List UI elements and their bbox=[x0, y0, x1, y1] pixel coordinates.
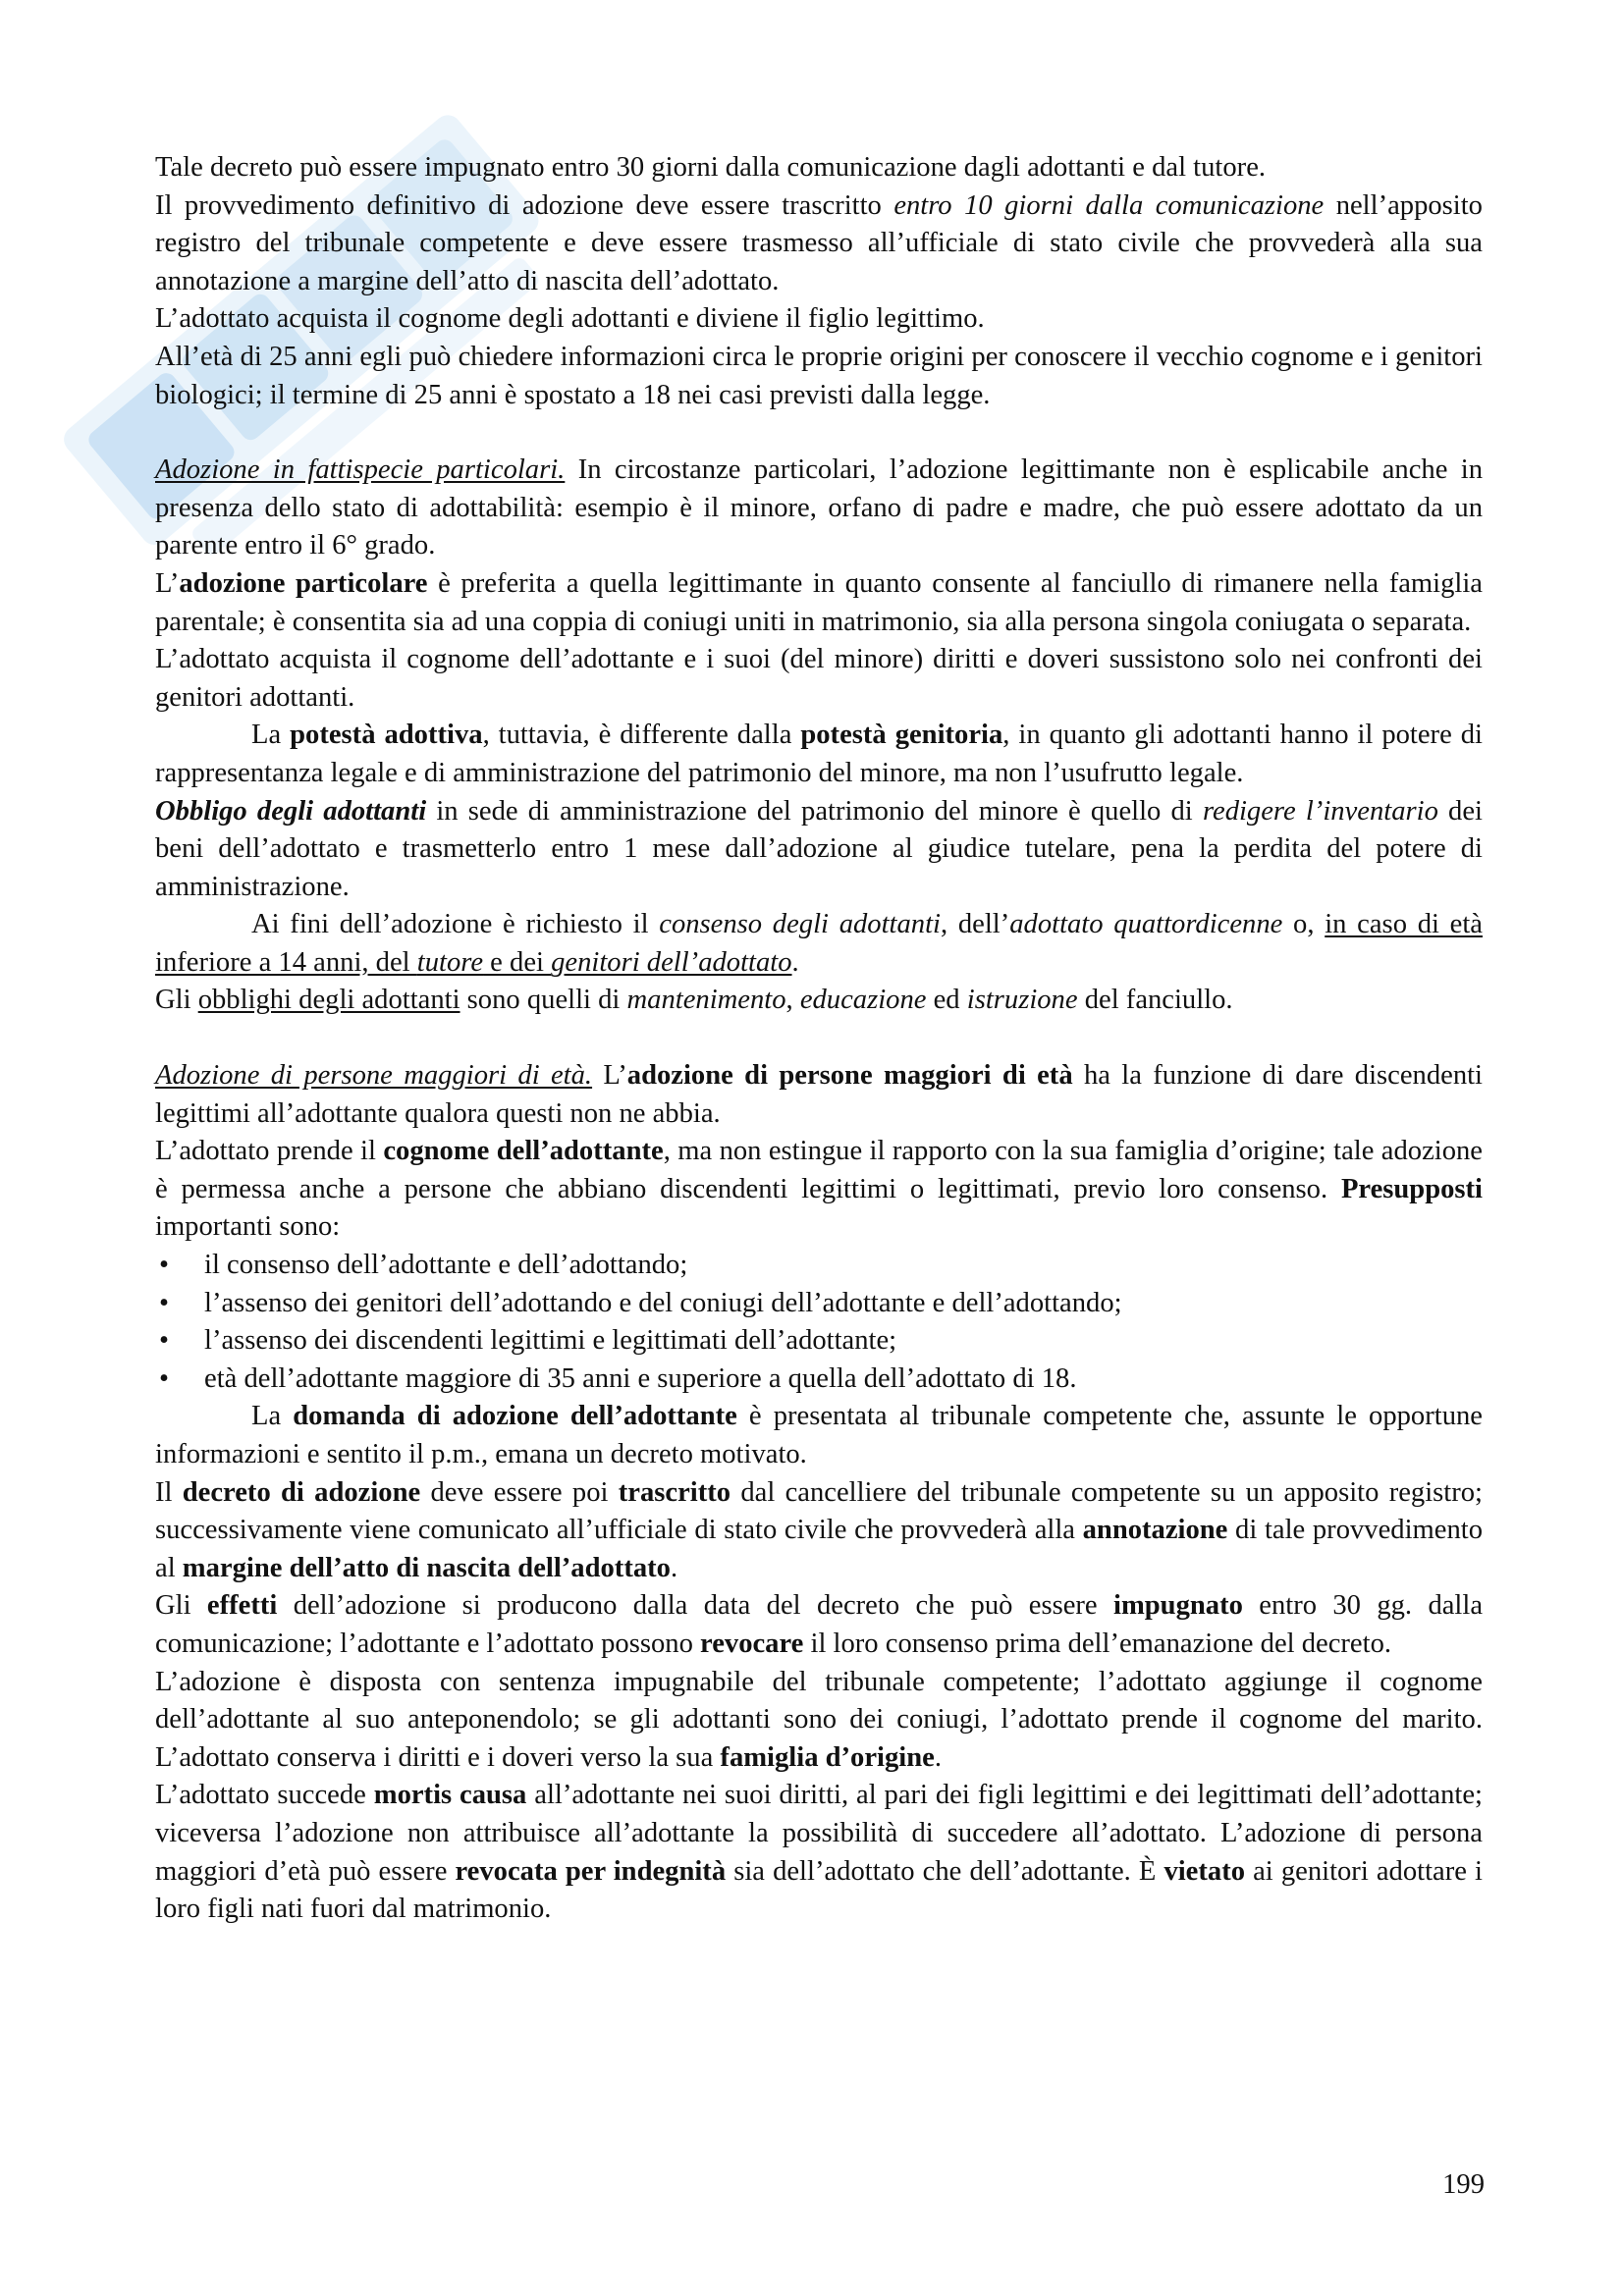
paragraph: L’adottato prende il cognome dell’adottante, ma non estingue il rapporto con la sua famiglia d’origine; tale adozione è permessa anche a persone che abbiano discendenti legittimi o legittimati, previo loro consenso. Presupposti importanti sono: bbox=[155, 1136, 1483, 1243]
document-body bbox=[155, 149, 1483, 1929]
page-number: 199 bbox=[1442, 2169, 1485, 2200]
paragraph: La domanda di adozione dell’adottante è presentata al tribunale competente che, assunte le opportune informazioni e sentito il p.m., emana un decreto motivato. bbox=[155, 1401, 1483, 1469]
bullet-list bbox=[155, 1247, 1483, 1398]
paragraph: Il decreto di adozione deve essere poi trascritto dal cancelliere del tribunale competente su un apposito registro; successivamente viene comunicato all’ufficiale di stato civile che provvederà alla annotazione di tale provvedimento al margine dell’atto di nascita dell’adottato. bbox=[155, 1476, 1483, 1583]
paragraph: Adozione di persone maggiori di età. L’adozione di persone maggiori di età ha la funzione di dare discendenti legittimi all’adottante qualora questi non ne abbia. bbox=[155, 1060, 1484, 1129]
paragraph: La potestà adottiva, tuttavia, è differente dalla potestà genitoria, in quanto gli adottanti hanno il potere di rappresentanza legale e di amministrazione del patrimonio del minore, ma non l’usufrutto legale. bbox=[155, 720, 1483, 788]
paragraph: Tale decreto può essere impugnato entro 30 giorni dalla comunicazione dagli adottanti e dal tutore. bbox=[155, 152, 1267, 183]
list-item: • l’assenso dei genitori dell’adottando e del coniugi dell’adottante e dell’adottando; bbox=[155, 1285, 1483, 1323]
section-heading: Adozione di persone maggiori di età. bbox=[155, 1060, 593, 1092]
paragraph: L’adottato acquista il cognome degli adottanti e diviene il figlio legittimo. bbox=[155, 303, 985, 335]
paragraph: All’età di 25 anni egli può chiedere informazioni circa le proprie origini per conoscere il vecchio cognome e i genitori biologici; il termine di 25 anni è spostato a 18 nei casi previsti dalla legge. bbox=[155, 341, 1483, 410]
paragraph: Ai fini dell’adozione è richiesto il consenso degli adottanti, dell’adottato quattordicenne o, in caso di età inferiore a 14 anni, del tutore e dei genitori dell’adottato. bbox=[155, 909, 1483, 978]
paragraph: L’adozione è disposta con sentenza impugnabile del tribunale competente; l’adottato aggiunge il cognome dell’adottante al suo anteponendolo; se gli adottanti sono dei coniugi, l’adottato prende il cognome del marito. L’adottato conserva i diritti e i doveri verso la sua famiglia d’origine. bbox=[155, 1666, 1483, 1773]
paragraph: Gli obblighi degli adottanti sono quelli di mantenimento, educazione ed istruzione del fanciullo. bbox=[155, 985, 1233, 1016]
paragraph: Il provvedimento definitivo di adozione deve essere trascritto entro 10 giorni dalla comunicazione nell’apposito registro del tribunale competente e deve essere trasmesso all’ufficiale di stato civile che provvederà alla sua annotazione a margine dell’atto di nascita dell’adottato. bbox=[155, 189, 1483, 296]
paragraph: Gli effetti dell’adozione si producono dalla data del decreto che può essere impugnato entro 30 gg. dalla comunicazione; l’adottante e l’adottato possono revocare il loro consenso prima dell’emanazione del decreto. bbox=[155, 1590, 1484, 1659]
paragraph: Obbligo degli adottanti in sede di amministrazione del patrimonio del minore è quello di redigere l’inventario dei beni dell’adottato e trasmetterlo entro 1 mese dall’adozione al giudice tutelare, pena la perdita del potere di amministrazione. bbox=[155, 795, 1483, 902]
list-item: • età dell’adottante maggiore di 35 anni e superiore a quella dell’adottato di 18. bbox=[155, 1361, 1483, 1399]
section-heading: Adozione in fattispecie particolari. bbox=[155, 454, 566, 486]
paragraph: L’adottato succede mortis causa all’adottante nei suoi diritti, al pari dei figli legittimi e dei legittimati dell’adottante; viceversa l’adozione non attribuisce all’adottante la possibilità di succedere all’adottato. L’adozione di persona maggiori d’età può essere revocata per indegnità sia dell’adottato che dell’adottante. È vietato ai genitori adottare i loro figli nati fuori dal matrimonio. bbox=[155, 1780, 1483, 1925]
list-item: • l’assenso dei discendenti legittimi e legittimati dell’adottante; bbox=[155, 1322, 1483, 1361]
list-item: • il consenso dell’adottante e dell’adottando; bbox=[155, 1247, 1483, 1285]
paragraph: L’adozione particolare è preferita a quella legittimante in quanto consente al fanciullo di rimanere nella famiglia parentale; è consentita sia ad una coppia di coniugi uniti in matrimonio, sia alla persona singola coniugata o separata. bbox=[155, 567, 1483, 637]
paragraph: Adozione in fattispecie particolari. In circostanze particolari, l’adozione legittimante non è esplicabile anche in presenza dello stato di adottabilità: esempio è il minore, orfano di padre e madre, che può essere adottato da un parente entro il 6° grado. bbox=[155, 454, 1483, 561]
paragraph: L’adottato acquista il cognome dell’adottante e i suoi (del minore) diritti e doveri sussistono solo nei confronti dei genitori adottanti. bbox=[155, 644, 1483, 713]
